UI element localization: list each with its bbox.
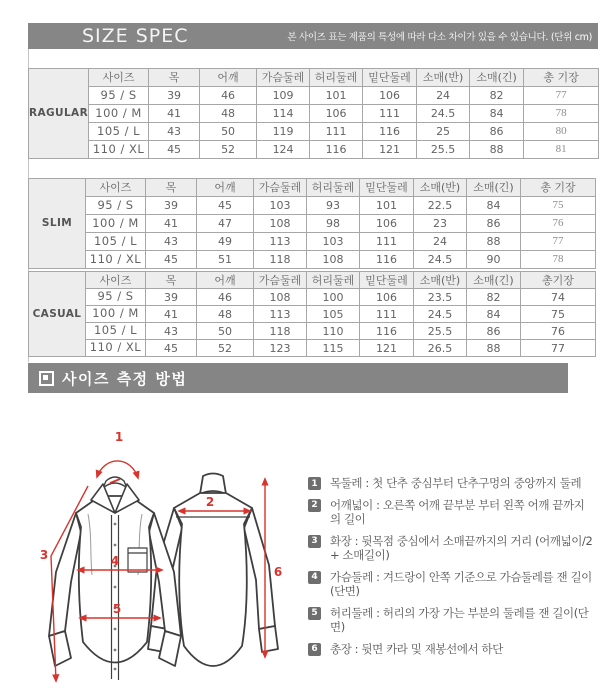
value-cell: 41 bbox=[146, 215, 197, 233]
value-cell: 50 bbox=[200, 123, 257, 141]
value-cell: 76 bbox=[521, 323, 596, 340]
column-header: 목 bbox=[146, 272, 197, 289]
column-header: 밑단둘레 bbox=[363, 69, 417, 87]
fit-label: CASUAL bbox=[29, 272, 86, 357]
measure-legend-list bbox=[308, 476, 595, 663]
column-header: 어깨 bbox=[197, 179, 254, 197]
value-cell: 80 bbox=[524, 123, 599, 141]
front-left-cuff bbox=[49, 631, 71, 666]
value-cell: 43 bbox=[149, 123, 200, 141]
measure-item-text: 어깨넓이 : 오른쪽 어깨 끝부분 부터 왼쪽 어깨 끝까지의 길이 bbox=[330, 497, 585, 526]
measure-item bbox=[308, 534, 595, 563]
measure-item-text: 가슴둘레 : 겨드랑이 안쪽 기준으로 가슴둘레를 잰 길이(단면) bbox=[330, 569, 592, 598]
size-cell: 95 / S bbox=[86, 289, 146, 306]
value-cell: 74 bbox=[521, 289, 596, 306]
value-cell: 100 bbox=[307, 289, 360, 306]
measure-item bbox=[308, 498, 595, 527]
value-cell: 84 bbox=[467, 306, 521, 323]
value-cell: 76 bbox=[521, 215, 596, 233]
measure-item-text: 화장 : 뒷목점 중심에서 소매끝까지의 거리 (어깨넓이/2 + 소매길이) bbox=[330, 533, 593, 562]
shirt-diagram-svg bbox=[18, 420, 308, 699]
back-right-cuff bbox=[259, 626, 278, 652]
column-header: 허리둘레 bbox=[307, 179, 360, 197]
column-header: 목 bbox=[146, 179, 197, 197]
size-row bbox=[29, 197, 596, 215]
value-cell: 77 bbox=[521, 340, 596, 357]
value-cell: 101 bbox=[310, 87, 363, 105]
value-cell: 109 bbox=[257, 87, 310, 105]
size-row bbox=[29, 323, 596, 340]
value-cell: 84 bbox=[470, 105, 524, 123]
value-cell: 45 bbox=[197, 197, 254, 215]
measure-item bbox=[308, 570, 595, 599]
column-header: 어깨 bbox=[197, 272, 254, 289]
size-table-slim bbox=[28, 178, 596, 269]
column-header: 가슴둘레 bbox=[257, 69, 310, 87]
value-cell: 52 bbox=[200, 141, 257, 159]
value-cell: 45 bbox=[146, 251, 197, 269]
value-cell: 46 bbox=[197, 289, 254, 306]
value-cell: 50 bbox=[197, 323, 254, 340]
diagram-label-6: 6 bbox=[273, 565, 283, 579]
measure-item-number-badge: 5 bbox=[308, 607, 321, 620]
diagram-label-3: 3 bbox=[39, 548, 49, 562]
column-header: 어깨 bbox=[200, 69, 257, 87]
value-cell: 77 bbox=[524, 87, 599, 105]
value-cell: 25.5 bbox=[414, 323, 467, 340]
column-header: 허리둘레 bbox=[310, 69, 363, 87]
measure-item bbox=[308, 642, 595, 657]
value-cell: 111 bbox=[360, 233, 414, 251]
value-cell: 81 bbox=[524, 141, 599, 159]
value-cell: 39 bbox=[146, 289, 197, 306]
value-cell: 103 bbox=[307, 233, 360, 251]
value-cell: 86 bbox=[467, 215, 521, 233]
column-header: 소매(긴) bbox=[467, 272, 521, 289]
diagram-label-4: 4 bbox=[110, 554, 120, 568]
header-row bbox=[29, 272, 596, 289]
size-table-ragular bbox=[28, 68, 599, 159]
value-cell: 114 bbox=[257, 105, 310, 123]
value-cell: 75 bbox=[521, 306, 596, 323]
shirt-measurement-diagram bbox=[18, 420, 308, 699]
value-cell: 86 bbox=[470, 123, 524, 141]
size-row bbox=[29, 306, 596, 323]
page-title: SIZE SPEC bbox=[82, 25, 189, 47]
chest-pocket bbox=[128, 548, 147, 572]
value-cell: 77 bbox=[521, 233, 596, 251]
measure-item-text: 허리둘레 : 허리의 가장 가는 부분의 둘레를 잰 길이(단면) bbox=[330, 605, 589, 634]
value-cell: 116 bbox=[310, 141, 363, 159]
measure-item-number-badge: 2 bbox=[308, 499, 321, 512]
value-cell: 39 bbox=[149, 87, 200, 105]
value-cell: 86 bbox=[467, 323, 521, 340]
value-cell: 116 bbox=[363, 123, 417, 141]
measure-item-number-badge: 4 bbox=[308, 571, 321, 584]
value-cell: 46 bbox=[200, 87, 257, 105]
value-cell: 78 bbox=[524, 105, 599, 123]
size-cell: 100 / M bbox=[89, 105, 149, 123]
square-bullet-icon bbox=[39, 371, 54, 386]
measure-item-text: 목둘레 : 첫 단추 중심부터 단추구멍의 중앙까지 둘레 bbox=[330, 476, 582, 490]
size-row bbox=[29, 215, 596, 233]
size-row bbox=[29, 87, 599, 105]
column-header: 총 기장 bbox=[524, 69, 599, 87]
value-cell: 23.5 bbox=[414, 289, 467, 306]
value-cell: 111 bbox=[360, 306, 414, 323]
diagram-label-5: 5 bbox=[112, 602, 122, 616]
column-header: 가슴둘레 bbox=[254, 272, 307, 289]
value-cell: 48 bbox=[200, 105, 257, 123]
value-cell: 26.5 bbox=[414, 340, 467, 357]
column-header: 소매(반) bbox=[414, 272, 467, 289]
size-row bbox=[29, 251, 596, 269]
size-cell: 105 / L bbox=[86, 233, 146, 251]
diagram-label-2: 2 bbox=[205, 495, 215, 509]
value-cell: 78 bbox=[521, 251, 596, 269]
value-cell: 121 bbox=[363, 141, 417, 159]
value-cell: 82 bbox=[467, 289, 521, 306]
column-header: 소매(긴) bbox=[470, 69, 524, 87]
size-row bbox=[29, 141, 599, 159]
diagram-label-1: 1 bbox=[114, 430, 124, 444]
column-header: 목 bbox=[149, 69, 200, 87]
size-row bbox=[29, 123, 599, 141]
value-cell: 116 bbox=[360, 251, 414, 269]
value-cell: 108 bbox=[254, 289, 307, 306]
value-cell: 24 bbox=[414, 233, 467, 251]
value-cell: 111 bbox=[310, 123, 363, 141]
value-cell: 39 bbox=[146, 197, 197, 215]
size-cell: 100 / M bbox=[86, 215, 146, 233]
column-header: 총 기장 bbox=[521, 179, 596, 197]
value-cell: 43 bbox=[146, 233, 197, 251]
measure-item-number-badge: 3 bbox=[308, 535, 321, 548]
value-cell: 84 bbox=[467, 197, 521, 215]
value-cell: 49 bbox=[197, 233, 254, 251]
value-cell: 106 bbox=[360, 215, 414, 233]
column-header: 밑단둘레 bbox=[360, 272, 414, 289]
value-cell: 106 bbox=[360, 289, 414, 306]
value-cell: 121 bbox=[360, 340, 414, 357]
value-cell: 47 bbox=[197, 215, 254, 233]
value-cell: 119 bbox=[257, 123, 310, 141]
header-row bbox=[29, 179, 596, 197]
column-header: 소매(반) bbox=[417, 69, 470, 87]
value-cell: 51 bbox=[197, 251, 254, 269]
size-cell: 110 / XL bbox=[86, 340, 146, 357]
measure-section-bar bbox=[28, 363, 568, 393]
measure-item-number-badge: 6 bbox=[308, 643, 321, 656]
size-row bbox=[29, 105, 599, 123]
size-row bbox=[29, 289, 596, 306]
header-row bbox=[29, 69, 599, 87]
value-cell: 25 bbox=[417, 123, 470, 141]
value-cell: 52 bbox=[197, 340, 254, 357]
front-shirt-drawing bbox=[49, 477, 181, 680]
value-cell: 124 bbox=[257, 141, 310, 159]
size-cell: 110 / XL bbox=[89, 141, 149, 159]
value-cell: 41 bbox=[149, 105, 200, 123]
size-table-casual bbox=[28, 271, 596, 357]
value-cell: 24 bbox=[417, 87, 470, 105]
value-cell: 110 bbox=[307, 323, 360, 340]
value-cell: 113 bbox=[254, 306, 307, 323]
value-cell: 118 bbox=[254, 323, 307, 340]
column-header: 사이즈 bbox=[89, 69, 149, 87]
back-body bbox=[174, 493, 252, 666]
size-cell: 95 / S bbox=[89, 87, 149, 105]
value-cell: 41 bbox=[146, 306, 197, 323]
value-cell: 90 bbox=[467, 251, 521, 269]
value-cell: 106 bbox=[363, 87, 417, 105]
value-cell: 45 bbox=[146, 340, 197, 357]
value-cell: 24.5 bbox=[414, 251, 467, 269]
size-cell: 95 / S bbox=[86, 197, 146, 215]
column-header: 허리둘레 bbox=[307, 272, 360, 289]
value-cell: 22.5 bbox=[414, 197, 467, 215]
back-right-sleeve bbox=[244, 508, 275, 629]
value-cell: 48 bbox=[197, 306, 254, 323]
value-cell: 75 bbox=[521, 197, 596, 215]
value-cell: 115 bbox=[307, 340, 360, 357]
back-collar bbox=[200, 474, 226, 495]
column-header: 사이즈 bbox=[86, 179, 146, 197]
size-cell: 105 / L bbox=[89, 123, 149, 141]
front-body bbox=[76, 496, 154, 663]
column-header: 사이즈 bbox=[86, 272, 146, 289]
value-cell: 88 bbox=[467, 340, 521, 357]
value-cell: 88 bbox=[470, 141, 524, 159]
measure-item-number-badge: 1 bbox=[308, 477, 321, 490]
value-cell: 23 bbox=[414, 215, 467, 233]
value-cell: 105 bbox=[307, 306, 360, 323]
value-cell: 123 bbox=[254, 340, 307, 357]
value-cell: 118 bbox=[254, 251, 307, 269]
size-row bbox=[29, 340, 596, 357]
value-cell: 111 bbox=[363, 105, 417, 123]
value-cell: 101 bbox=[360, 197, 414, 215]
value-cell: 106 bbox=[310, 105, 363, 123]
size-spec-title-bar bbox=[28, 23, 598, 49]
size-row bbox=[29, 233, 596, 251]
measure-item-text: 총장 : 뒷면 카라 및 재봉선에서 하단 bbox=[330, 641, 503, 656]
fit-label: SLIM bbox=[29, 179, 86, 269]
value-cell: 88 bbox=[467, 233, 521, 251]
column-header: 소매(반) bbox=[414, 179, 467, 197]
size-cell: 105 / L bbox=[86, 323, 146, 340]
value-cell: 25.5 bbox=[417, 141, 470, 159]
value-cell: 43 bbox=[146, 323, 197, 340]
value-cell: 24.5 bbox=[417, 105, 470, 123]
value-cell: 82 bbox=[470, 87, 524, 105]
neck-measure-arc bbox=[97, 461, 138, 478]
size-cell: 100 / M bbox=[86, 306, 146, 323]
value-cell: 24.5 bbox=[414, 306, 467, 323]
value-cell: 113 bbox=[254, 233, 307, 251]
value-cell: 45 bbox=[149, 141, 200, 159]
value-cell: 93 bbox=[307, 197, 360, 215]
size-spec-note: 본 사이즈 표는 제품의 특성에 따라 다소 차이가 있을 수 있습니다. (단위 cm) bbox=[287, 32, 592, 43]
fit-label: RAGULAR bbox=[29, 69, 89, 159]
measure-item bbox=[308, 476, 595, 491]
collar-band bbox=[103, 477, 127, 488]
value-cell: 103 bbox=[254, 197, 307, 215]
value-cell: 98 bbox=[307, 215, 360, 233]
column-header: 가슴둘레 bbox=[254, 179, 307, 197]
value-cell: 116 bbox=[360, 323, 414, 340]
column-header: 밑단둘레 bbox=[360, 179, 414, 197]
column-header: 소매(긴) bbox=[467, 179, 521, 197]
measure-section-title: 사이즈 측정 방법 bbox=[62, 369, 188, 388]
column-header: 총기장 bbox=[521, 272, 596, 289]
measure-item bbox=[308, 606, 595, 635]
value-cell: 108 bbox=[307, 251, 360, 269]
value-cell: 108 bbox=[254, 215, 307, 233]
size-cell: 110 / XL bbox=[86, 251, 146, 269]
